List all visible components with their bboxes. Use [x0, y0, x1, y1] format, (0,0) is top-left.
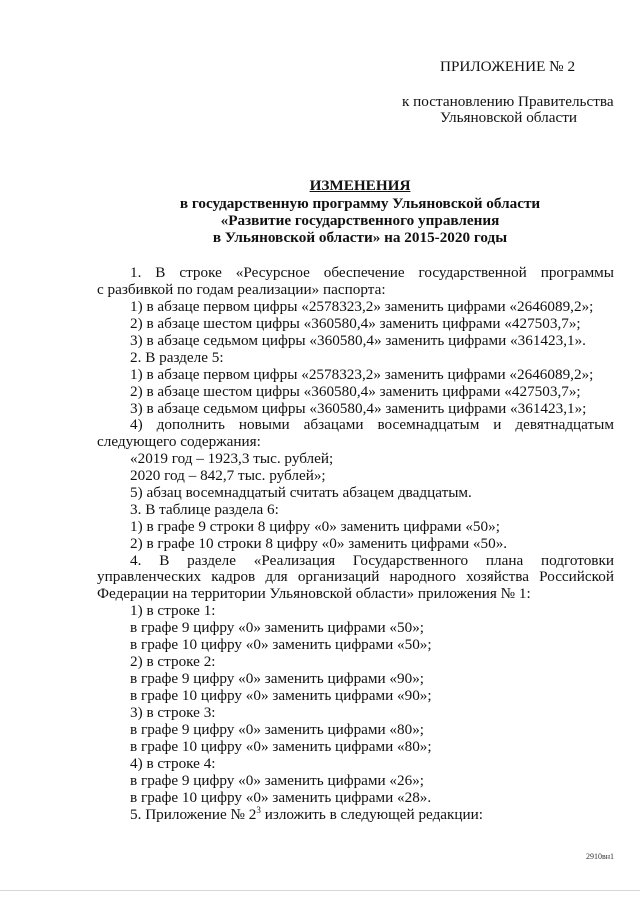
body-line: 1) в графе 9 строки 8 цифру «0» заменить цифрами «50»; [130, 518, 500, 535]
body-line: в графе 9 цифру «0» заменить цифрами «50»; [130, 619, 425, 636]
scan-edge [0, 890, 640, 891]
body-line: 1) в строке 1: [130, 602, 216, 619]
resolution-reference: к постановлению Правительства [402, 93, 614, 110]
body-line: 2020 год – 842,7 тыс. рублей»; [130, 467, 326, 484]
body-line: 2. В разделе 5: [130, 349, 224, 366]
body-line: с разбивкой по годам реализации» паспорта: [97, 281, 386, 298]
body-line: 5) абзац восемнадцатый считать абзацем двадцатым. [130, 484, 472, 501]
body-line: в графе 10 цифру «0» заменить цифрами «80»; [130, 738, 432, 755]
body-line: «2019 год – 1923,3 тыс. рублей; [130, 450, 334, 467]
body-line: 1) в абзаце первом цифры «2578323,2» заменить цифрами «2646089,2»; [130, 298, 594, 315]
body-line: в графе 9 цифру «0» заменить цифрами «26»; [130, 772, 425, 789]
body-text: 5. Приложение № 2 [130, 806, 257, 823]
body-line: 2) в графе 10 строки 8 цифру «0» заменить цифрами «50». [130, 535, 508, 552]
body-line: 4. В разделе «Реализация Государственного плана подготовки [130, 552, 614, 569]
body-line: 3) в абзаце седьмом цифры «360580,4» заменить цифрами «361423,1». [130, 332, 586, 349]
title-line-3: в Ульяновской области» на 2015-2020 годы [212, 229, 508, 246]
appendix-number: ПРИЛОЖЕНИЕ № 2 [440, 58, 576, 75]
title-line-1: в государственную программу Ульяновской области [179, 195, 541, 212]
body-line: 2) в абзаце шестом цифры «360580,4» заменить цифрами «427503,7»; [130, 383, 581, 400]
body-line [130, 806, 483, 823]
document-code: 2910вн1 [586, 852, 615, 861]
body-line: 1. В строке «Ресурсное обеспечение государственной программы [130, 264, 614, 281]
region-name: Ульяновской области [440, 109, 577, 126]
body-line: 4) дополнить новыми абзацами восемнадцатым и девятнадцатым [130, 416, 614, 433]
body-line: 1) в абзаце первом цифры «2578323,2» заменить цифрами «2646089,2»; [130, 366, 594, 383]
body-line: в графе 10 цифру «0» заменить цифрами «50»; [130, 636, 432, 653]
title-line-2: «Развитие государственного управления [220, 212, 500, 229]
body-line: 2) в абзаце шестом цифры «360580,4» заменить цифрами «427503,7»; [130, 315, 581, 332]
document-title: ИЗМЕНЕНИЯ [309, 177, 411, 194]
body-line: управленческих кадров для организаций народного хозяйства Российской [97, 568, 614, 585]
body-line: 4) в строке 4: [130, 755, 216, 772]
body-line: 3. В таблице раздела 6: [130, 501, 279, 518]
body-line: 3) в абзаце седьмом цифры «360580,4» заменить цифрами «361423,1»; [130, 400, 587, 417]
body-line: в графе 9 цифру «0» заменить цифрами «90»; [130, 670, 425, 687]
body-line: Федерации на территории Ульяновской области» приложения № 1: [97, 585, 531, 602]
body-line: 3) в строке 3: [130, 704, 216, 721]
body-line: следующего содержания: [97, 433, 261, 450]
body-text: изложить в следующей редакции: [260, 806, 484, 823]
body-line: в графе 9 цифру «0» заменить цифрами «80»; [130, 721, 425, 738]
body-line: в графе 10 цифру «0» заменить цифрами «28». [130, 789, 432, 806]
body-line: в графе 10 цифру «0» заменить цифрами «90»; [130, 687, 432, 704]
superscript: 3 [256, 804, 261, 815]
body-line: 2) в строке 2: [130, 653, 216, 670]
